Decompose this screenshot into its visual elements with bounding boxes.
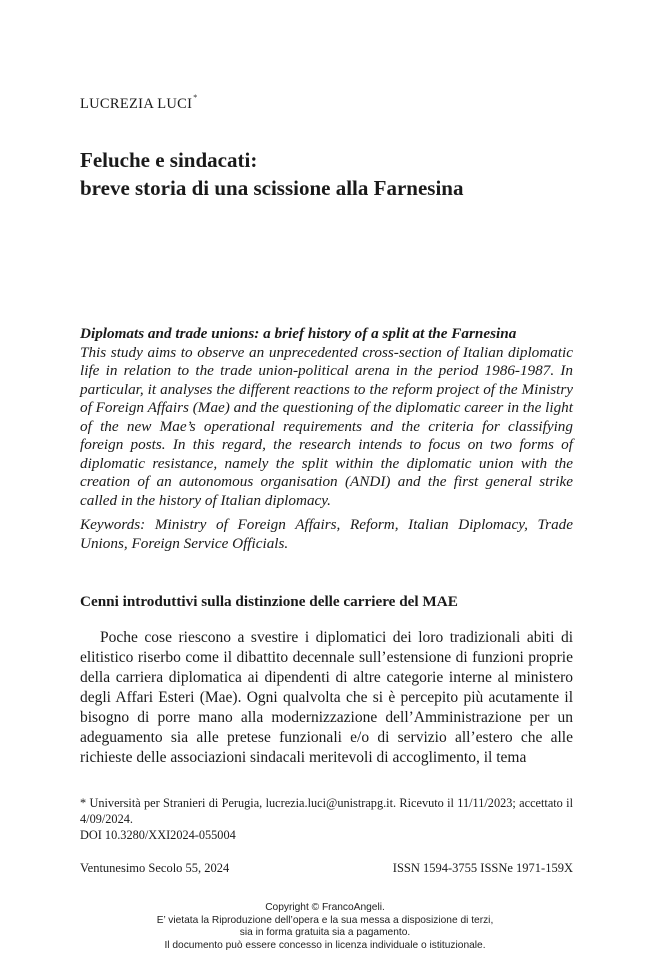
abstract (80, 325, 573, 510)
copyright-line-4: Il documento può essere concesso in licenza individuale o istituzionale. (164, 939, 486, 951)
journal-citation: Ventunesimo Secolo 55, 2024 (80, 861, 230, 875)
section-heading: Cenni introduttivi sulla distinzione delle carriere del MAE (80, 593, 458, 610)
copyright-line-2: E’ vietata la Riproduzione dell’opera e la sua messa a disposizione di terzi, (156, 914, 494, 926)
abstract-title: Diplomats and trade unions: a brief history of a split at the Farnesina (80, 325, 517, 342)
copyright-notice (0, 902, 650, 952)
keywords: Keywords: Ministry of Foreign Affairs, Reform, Italian Diplomacy, Trade Unions, Foreign Service Officials. (80, 516, 573, 552)
issn: ISSN 1594-3755 ISSNe 1971-159X (392, 861, 573, 875)
article-title (80, 146, 463, 202)
abstract-text: This study aims to observe an unprecedented cross-section of Italian diplomatic life in relation to the trade union-political arena in the period 1986-1987. In particular, it analyses the different reactions to the reform project of the Ministry of Foreign Affairs (Mae) and the questioning of the diplomatic career in the light of the new Mae’s operational requirements and the criteria for classifying foreign posts. In this regard, the research intends to focus on two forms of diplomatic resistance, namely the split within the diplomatic union with the creation of an autonomous organisation (ANDI) and the first general strike called in the history of Italian diplomacy. (80, 343, 573, 509)
author-footnote-mark: * (193, 93, 198, 102)
footnote: * Università per Stranieri di Perugia, lucrezia.luci@unistrapg.it. Ricevuto il 11/11/2023; accettato il 4/09/2024. (80, 796, 573, 826)
body-paragraph: Poche cose riescono a svestire i diplomatici dei loro tradizionali abiti di elitistico riserbo come il dibattito decennale sull’estensione di funzioni proprie della carriera diplomatica ai dipendenti di altre categorie interne al ministero degli Affari Esteri (Mae). Ogni qualvolta che si è percepito più acutamente il bisogno di porre mano alla modernizzazione dell’Amministrazione per un adeguamento sia alle pretese funzionali e/o di servizio all’estero che alle richieste delle associazioni sindacali meritevoli di accoglimento, il tema (80, 629, 573, 766)
author-line (80, 95, 198, 113)
doi: DOI 10.3280/XXI2024-055004 (80, 828, 236, 842)
copyright-line-3: sia in forma gratuita sia a pagamento. (239, 927, 411, 939)
title-line-1: Feluche e sindacati: (80, 148, 258, 172)
author-name: LUCREZIA LUCI (80, 95, 193, 112)
copyright-line-1: Copyright © FrancoAngeli. (265, 902, 385, 913)
title-line-2: breve storia di una scissione alla Farnesina (80, 176, 464, 200)
